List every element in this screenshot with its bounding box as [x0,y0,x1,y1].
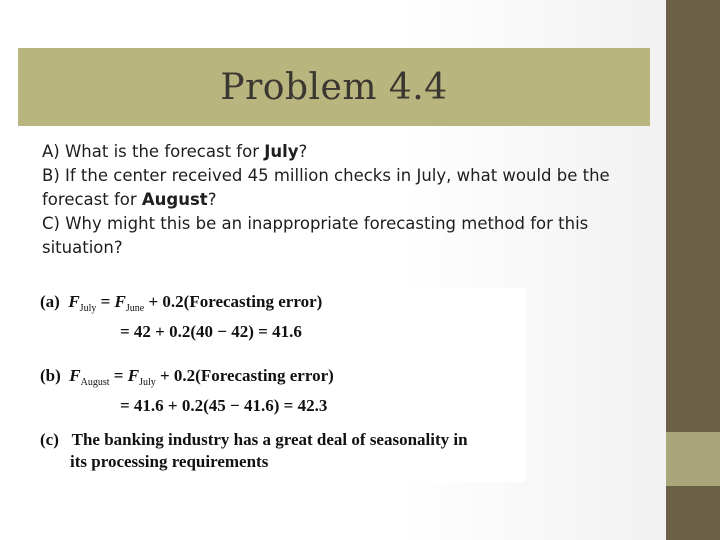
question-a-suffix: ? [298,142,308,161]
question-b [42,164,632,212]
solution-a-calc: = 42 + 0.2(40 − 42) = 41.6 [120,322,302,341]
solution-b-calc: = 41.6 + 0.2(45 − 41.6) = 42.3 [120,396,328,415]
solution-c-label: (c) [40,430,59,449]
question-b-bold: August [141,190,208,209]
slide-title: Problem 4.4 [220,66,448,108]
solution-a-rhs-sub: June [125,303,145,314]
solution-c-line2: its processing requirements [70,452,269,471]
solution-a-rhs-var: F [114,292,126,311]
question-a-bold: July [264,142,299,161]
question-list [42,140,632,260]
solution-a-formula [40,292,322,315]
question-c [42,212,632,260]
solution-b-rhs-sub: July [139,377,156,388]
solution-box [36,288,526,482]
question-a [42,140,632,164]
solution-c-line1 [40,430,468,450]
question-c-text: C) Why might this be an inappropriate forecasting method for this situation? [42,214,589,257]
solution-b-lhs-sub: August [80,377,110,388]
right-accent-block [666,432,720,486]
solution-a-lhs-var: F [68,292,80,311]
solution-b-formula [40,366,334,389]
solution-b-label: (b) [40,366,61,385]
question-b-suffix: ? [207,190,217,209]
question-a-text: A) What is the forecast for [42,142,265,161]
solution-b-lhs-var: F [69,366,81,385]
solution-b-rhs-var: F [127,366,140,385]
solution-a-lhs-sub: July [79,303,97,314]
solution-b-rhs-tail: + 0.2(Forecasting error) [155,366,334,385]
question-b-text: B) If the center received 45 million checks in July, what would be the forecast for [42,166,610,209]
solution-b-equals: = [109,366,128,385]
solution-a-label: (a) [40,292,60,311]
solution-c-text-1: The banking industry has a great deal of seasonality in [71,430,468,449]
solution-a-equals: = [96,292,115,311]
solution-a-rhs-tail: + 0.2(Forecasting error) [144,292,323,311]
title-bar [18,48,650,126]
